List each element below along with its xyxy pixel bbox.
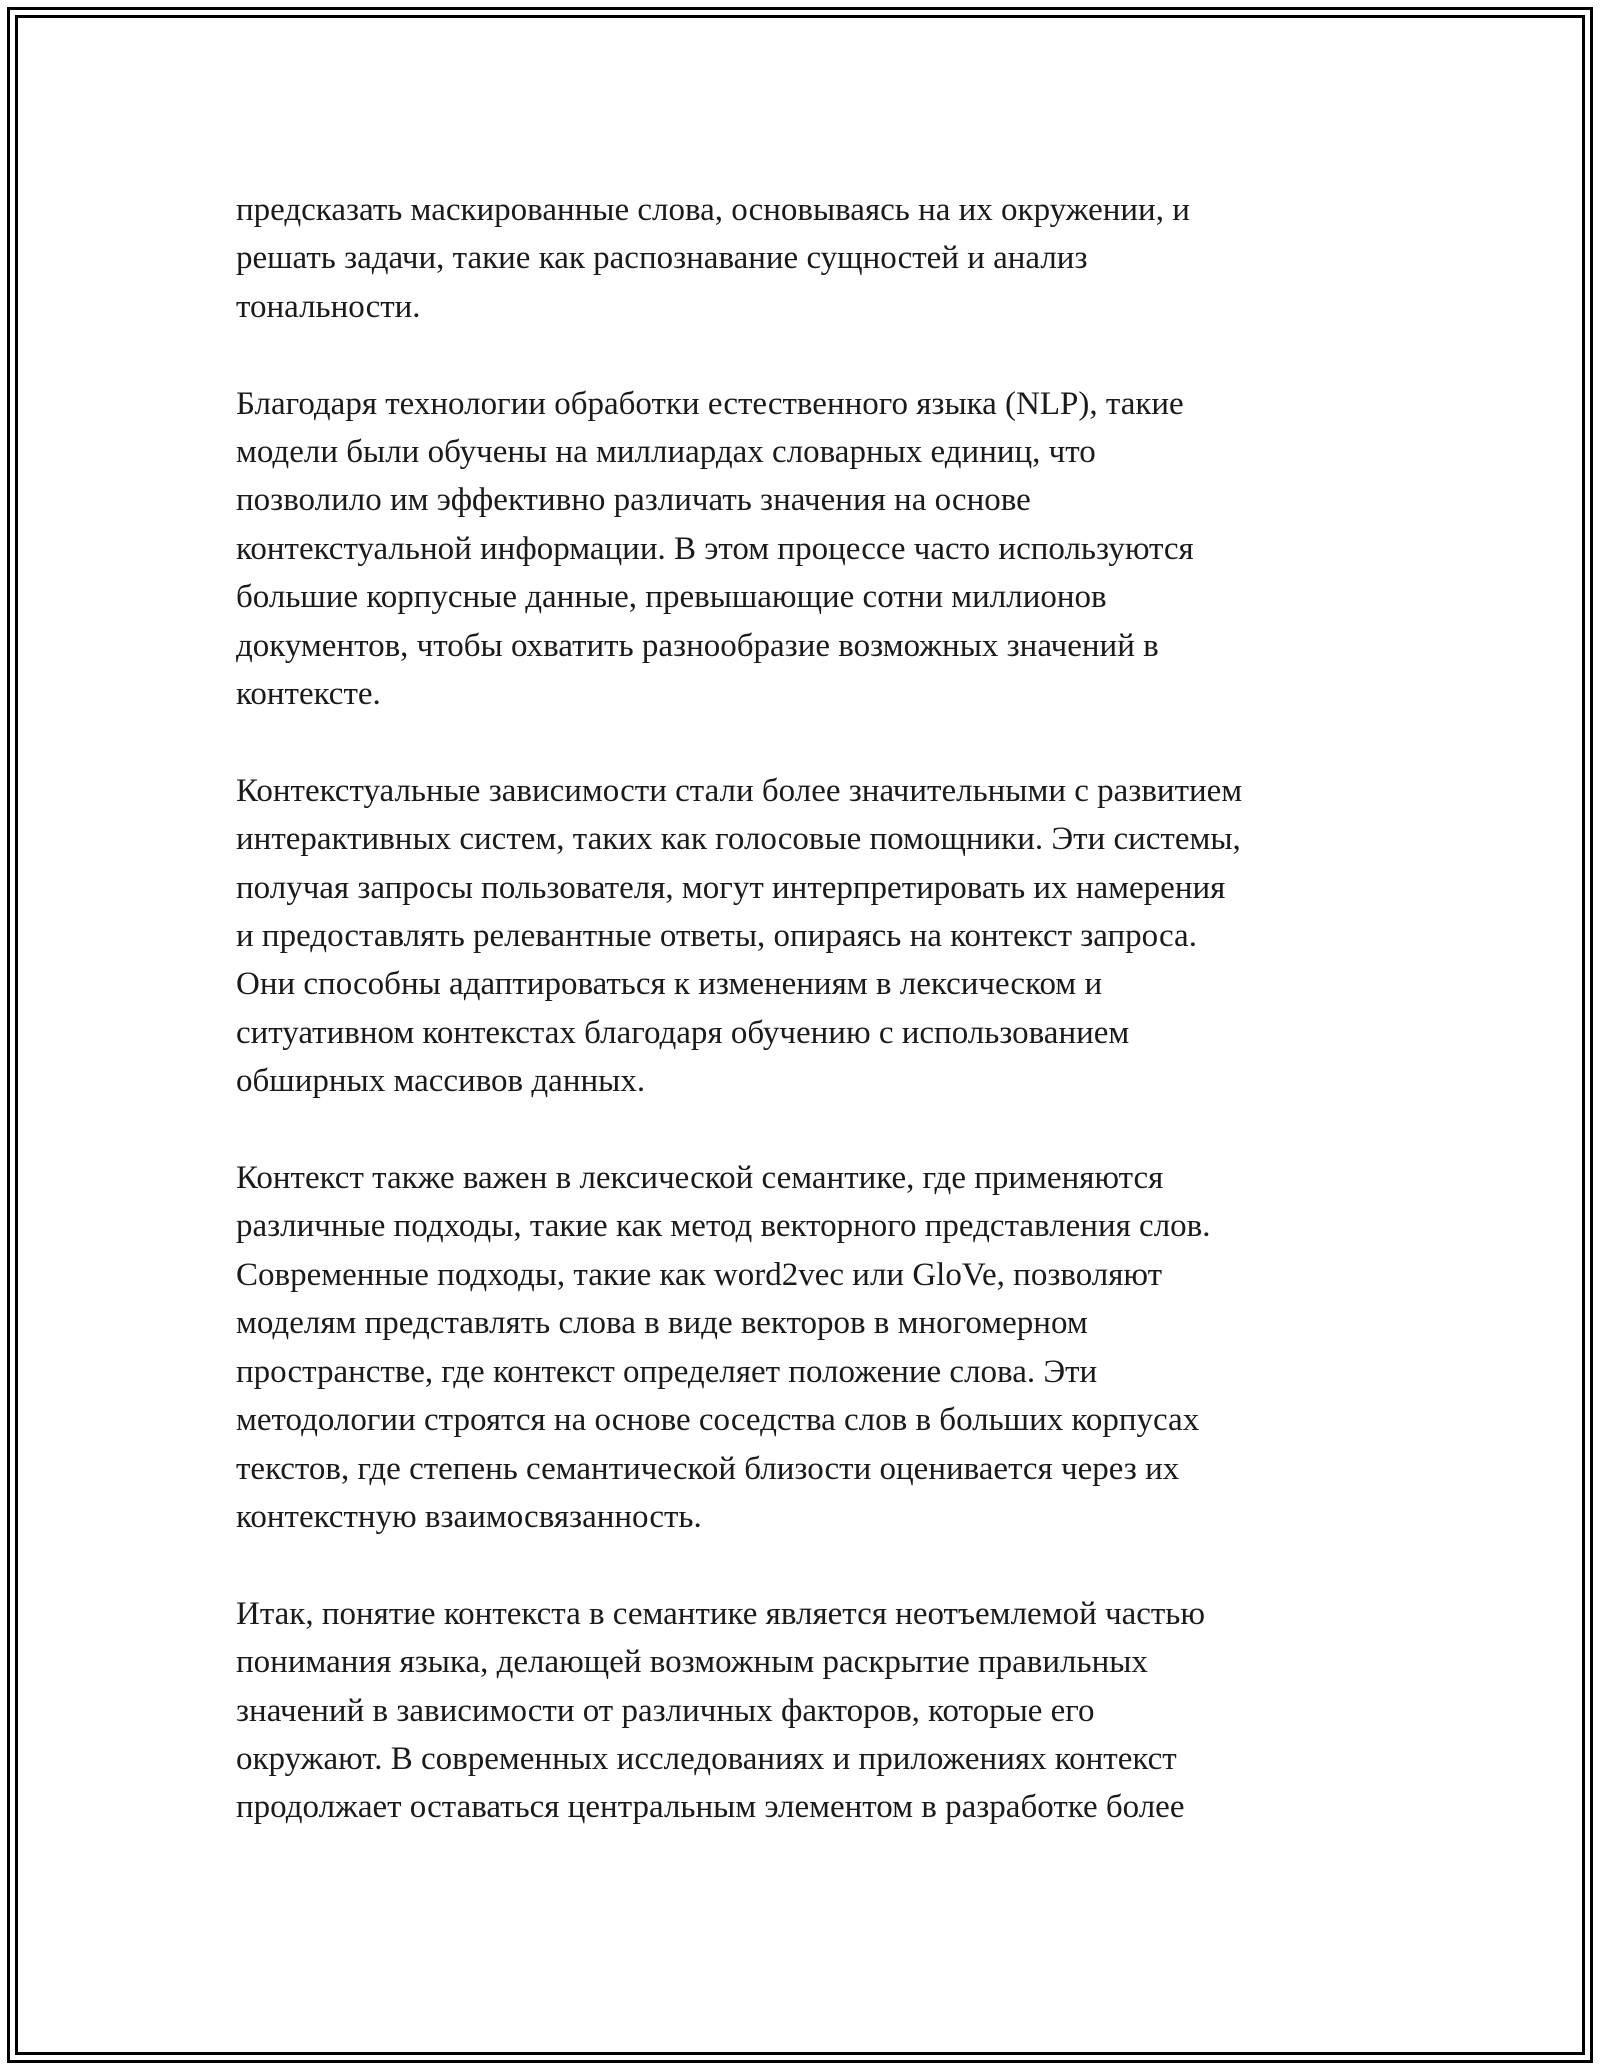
paragraph [236, 380, 1386, 719]
text-line: окружают. В современных исследованиях и приложениях контекст [236, 1740, 1177, 1777]
text-line: интерактивных систем, таких как голосовые помощники. Эти системы, [236, 821, 1241, 858]
text-line: методологии строятся на основе соседства слов в больших корпусах [236, 1402, 1200, 1439]
text-line: контекстную взаимосвязанность. [236, 1498, 702, 1535]
text-line: контекстуальной информации. В этом процессе часто используются [236, 530, 1194, 567]
text-line: понимания языка, делающей возможным раскрытие правильных [236, 1644, 1148, 1681]
text-line: и предоставлять релевантные ответы, опираясь на контекст запроса. [236, 918, 1197, 955]
text-line: Итак, понятие контекста в семантике является неотъемлемой частью [236, 1595, 1205, 1632]
paragraph [236, 1590, 1386, 1832]
text-line: Современные подходы, такие как word2vec или GloVe, позволяют [236, 1256, 1163, 1293]
text-line: позволило им эффективно различать значения на основе [236, 482, 1031, 519]
text-line: Контекст также важен в лексической семантике, где применяются [236, 1160, 1164, 1197]
text-line: Они способны адаптироваться к изменениям в лексическом и [236, 966, 1103, 1003]
paragraph [236, 767, 1386, 1106]
text-line: модели были обучены на миллиардах словарных единиц, что [236, 434, 1096, 471]
text-line: получая запросы пользователя, могут интерпретировать их намерения [236, 869, 1226, 906]
paragraph [236, 1154, 1386, 1541]
paragraph [236, 186, 1386, 331]
text-line: текстов, где степень семантической близости оценивается через их [236, 1450, 1180, 1487]
text-line: продолжает оставаться центральным элементом в разработке более [236, 1789, 1185, 1826]
text-line: документов, чтобы охватить разнообразие возможных значений в [236, 627, 1159, 664]
text-line: решать задачи, такие как распознавание сущностей и анализ [236, 240, 1088, 277]
text-line: различные подходы, такие как метод векторного представления слов. [236, 1208, 1211, 1245]
text-line: тональности. [236, 288, 421, 325]
text-line: пространстве, где контекст определяет положение слова. Эти [236, 1353, 1098, 1390]
text-line: моделям представлять слова в виде векторов в многомерном [236, 1305, 1088, 1342]
text-line: обширных массивов данных. [236, 1063, 646, 1100]
text-line: большие корпусные данные, превышающие сотни миллионов [236, 579, 1107, 616]
text-line: Благодаря технологии обработки естественного языка (NLP), такие [236, 385, 1184, 422]
text-line: значений в зависимости от различных факторов, которые его [236, 1692, 1095, 1729]
text-line: ситуативном контекстах благодаря обучению с использованием [236, 1014, 1130, 1051]
text-line: Контекстуальные зависимости стали более значительными с развитием [236, 772, 1243, 809]
document-body [236, 186, 1386, 1880]
text-line: контексте. [236, 676, 381, 713]
text-line: предсказать маскированные слова, основываясь на их окружении, и [236, 192, 1190, 228]
